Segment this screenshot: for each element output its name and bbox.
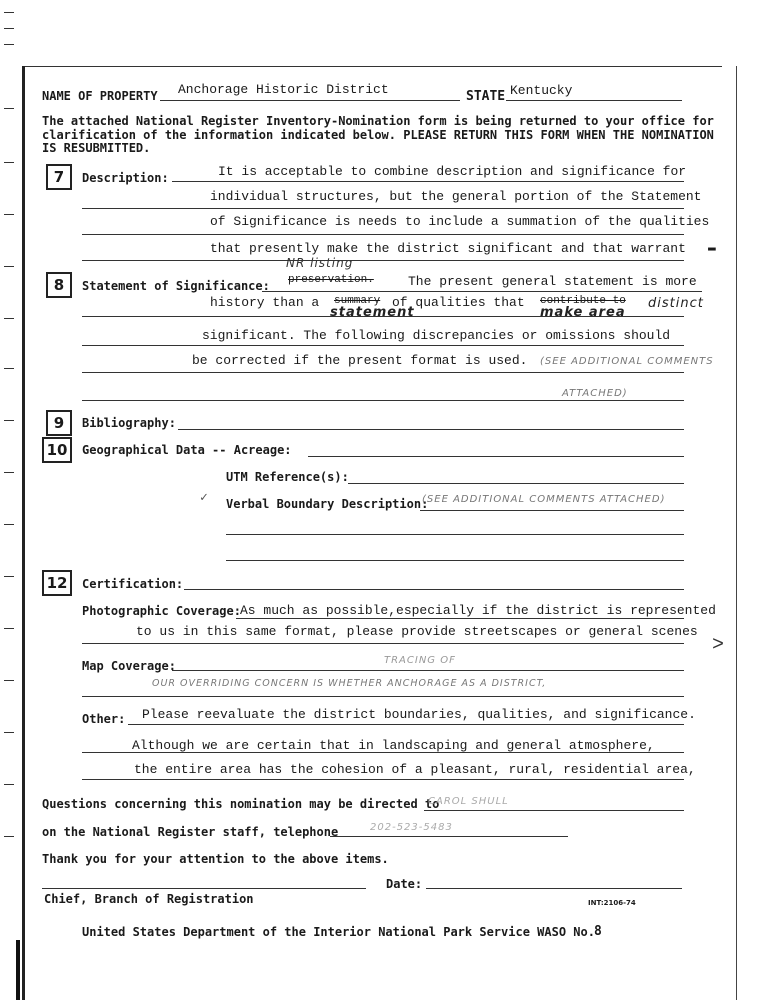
handwritten-verbal-see: (SEE ADDITIONAL COMMENTS ATTACHED) (422, 494, 666, 505)
struck-summary: summary (334, 295, 381, 307)
section-10-box: 10 (42, 437, 72, 463)
section-9-box: 9 (46, 410, 72, 436)
handwritten-overriding-concern: OUR OVERRIDING CONCERN IS WHETHER ANCHORAGE AS A DISTRICT, (152, 678, 547, 689)
description-label: Description: (82, 171, 169, 185)
waso-number: 8 (594, 924, 602, 939)
arrow-mark: > (712, 634, 725, 657)
date-label: Date: (386, 877, 423, 891)
struck-contribute-to: contribute to (540, 295, 626, 307)
photographic-coverage-label: Photographic Coverage: (82, 604, 241, 618)
telephone-label: on the National Register staff, telephone (42, 825, 339, 839)
description-line-1[interactable]: It is acceptable to combine description and significance for (218, 164, 687, 179)
questions-label: Questions concerning this nomination may be directed to (42, 797, 440, 811)
form-right-border (736, 66, 737, 1000)
handwritten-make-area: make area (540, 305, 626, 320)
certification-label: Certification: (82, 577, 184, 591)
handwritten-tracing: TRACING OF (384, 655, 456, 666)
significance-line-1[interactable]: The present general statement is more (408, 274, 697, 289)
section-12-box: 12 (42, 570, 72, 596)
department-line: United States Department of the Interior National Park Service WASO No. (82, 925, 595, 939)
handwritten-contact-name: CAROL SHULL (428, 796, 509, 807)
other-line-1[interactable]: Please reevaluate the district boundaries, qualities, and significance. (142, 707, 696, 722)
thanks-text: Thank you for your attention to the above items. (42, 852, 389, 866)
description-line-3[interactable]: of Significance is needs to include a summation of the qualities (210, 214, 710, 229)
significance-line-3[interactable]: significant. The following discrepancies or omissions should (202, 328, 671, 343)
form-code: INT:2106-74 (588, 899, 636, 907)
scan-edge-mark (16, 940, 20, 1000)
section-8-box: 8 (46, 272, 72, 298)
photo-coverage-line-1[interactable]: As much as possible,especially if the district is represented (240, 603, 716, 618)
significance-line-4[interactable]: be corrected if the present format is used. (192, 353, 528, 368)
utm-reference-label: UTM Reference(s): (226, 470, 349, 484)
struck-preservation: preservation. (288, 274, 374, 286)
other-line-2[interactable]: Although we are certain that in landscaping and general atmosphere, (132, 738, 655, 753)
other-line-3[interactable]: the entire area has the cohesion of a pleasant, rural, residential area, (134, 762, 696, 777)
statement-of-significance-label: Statement of Significance: (82, 279, 270, 293)
handwritten-statement: statement (330, 305, 415, 320)
form-top-border (22, 66, 722, 67)
bibliography-label: Bibliography: (82, 416, 176, 430)
name-of-property-label: NAME OF PROPERTY (42, 89, 158, 103)
handwritten-attached: ATTACHED) (562, 388, 628, 399)
form-left-border (22, 66, 25, 1000)
intro-paragraph: The attached National Register Inventory-Nomination form is being returned to your office for clarification of the information indicated below. PLEASE RETURN THIS FORM WHEN THE NOMINATION IS RESUBMITTED. (42, 114, 714, 155)
state-value[interactable]: Kentucky (510, 83, 573, 98)
photo-coverage-line-2[interactable]: to us in this same format, please provide streetscapes or general scenes (136, 624, 698, 639)
handwritten-see-additional: (SEE ADDITIONAL COMMENTS (540, 356, 714, 367)
map-coverage-label: Map Coverage: (82, 659, 176, 673)
handwritten-nr-listing: NR listing (286, 256, 354, 270)
property-name-value[interactable]: Anchorage Historic District (178, 82, 389, 97)
section-7-box: 7 (46, 164, 72, 190)
handwritten-distinct: distinct (648, 296, 704, 311)
description-line-4[interactable]: that presently make the district significant and that warrant (210, 241, 686, 256)
other-label: Other: (82, 712, 126, 726)
geographical-data-label: Geographical Data -- Acreage: (82, 443, 292, 457)
state-label: STATE (466, 89, 506, 104)
significance-line-2b[interactable]: of qualities that (392, 295, 525, 310)
handwritten-telephone: 202-523-5483 (370, 822, 453, 833)
verbal-boundary-label: Verbal Boundary Description: (226, 497, 429, 511)
scribble-mark: ▬ (708, 240, 716, 255)
chief-signature-title: Chief, Branch of Registration (44, 892, 254, 906)
check-mark: ✓ (200, 490, 208, 505)
significance-line-2a[interactable]: history than a (210, 295, 320, 310)
description-line-2[interactable]: individual structures, but the general portion of the Statement (210, 189, 702, 204)
